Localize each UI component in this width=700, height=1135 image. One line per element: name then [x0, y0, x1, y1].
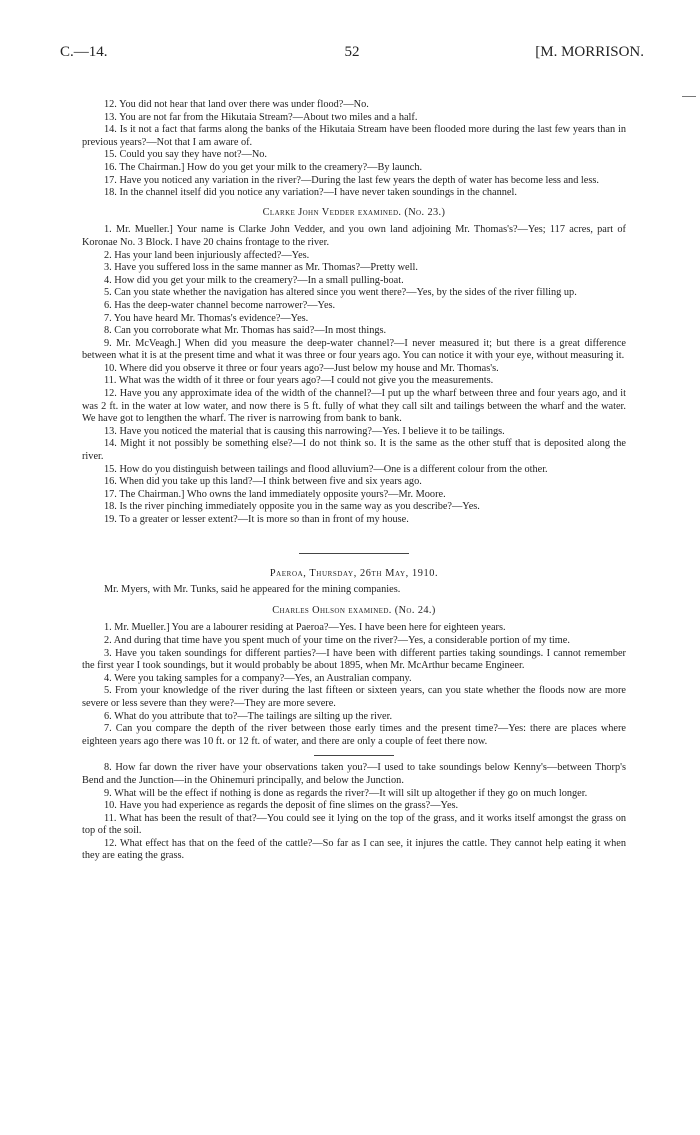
question-answer: 6. What do you attribute that to?—The tailings are silting up the river.	[104, 710, 393, 722]
document-body	[82, 99, 626, 863]
page-header	[60, 44, 644, 66]
question-answer: 10. Have you had experience as regards the deposit of fine slimes on the grass?—Yes.	[104, 800, 459, 812]
question-answer: 4. How did you get your milk to the creamery?—In a small pulling-boat.	[104, 274, 404, 286]
question-answer: 12. Have you any approximate idea of the width of the channel?—I put up the wharf between three and four years ago, and it was 2 ft. in the water at low water, and now there is 5 ft. fully of what they call silt and tailings between the wharf and the water. We have got to lengthen the wharf. The river is narrowing from bank to bank.	[82, 388, 626, 425]
question-answer: 17. Have you noticed any variation in the river?—During the last few years the depth of water has become less and less.	[104, 174, 599, 186]
testimony-vedder	[82, 224, 626, 526]
question-answer: 19. To a greater or lesser extent?—It is more so than in front of my house.	[104, 514, 409, 525]
question-answer: 1. Mr. Mueller.] Your name is Clarke John Vedder, and you own land adjoining Mr. Thomas's?—Yes; 117 acres, part of Koronae No. 3 Block. I have 20 chains frontage to the river.	[82, 224, 626, 248]
question-answer: 17. The Chairman.] Who owns the land immediately opposite yours?—Mr. Moore.	[104, 488, 446, 500]
section-divider	[299, 553, 409, 554]
question-answer: 15. Could you say they have not?—No.	[104, 149, 268, 161]
question-answer: 16. When did you take up this land?—I think between five and six years ago.	[104, 476, 422, 488]
question-answer: 14. Is it not a fact that farms along the banks of the Hikutaia Stream have been flooded more during the last few years than in previous years?—Not that I am aware of.	[82, 124, 626, 148]
question-answer: 2. Has your land been injuriously affected?—Yes.	[104, 249, 310, 261]
question-answer: 12. You did not hear that land over there was under flood?—No.	[104, 99, 369, 110]
testimony-continued	[82, 99, 626, 200]
question-answer: 13. Have you noticed the material that is causing this narrowing?—Yes. I believe it to be tailings.	[104, 425, 505, 437]
witness-heading: Charles Ohlson examined. (No. 24.)	[272, 604, 436, 616]
question-answer: 18. Is the river pinching immediately opposite you in the same way as you describe?—Yes.	[104, 501, 480, 513]
question-answer: 7. Can you compare the depth of the river between those early times and the present time?—Yes: there are places where eighteen years ago there was 10 ft. or 12 ft. of water, and there are only a couple of feet there now.	[82, 723, 626, 747]
question-answer: 18. In the channel itself did you notice any variation?—I have never taken soundings in the channel.	[104, 187, 517, 199]
question-answer: 6. Has the deep-water channel become narrower?—Yes.	[104, 299, 336, 311]
witness-heading: Clarke John Vedder examined. (No. 23.)	[262, 206, 446, 218]
question-answer: 5. Can you state whether the navigation has altered since you went there?—Yes, by the sides of the river filling up.	[104, 287, 577, 299]
question-answer: 13. You are not far from the Hikutaia Stream?—About two miles and a half.	[104, 111, 418, 123]
question-answer: 7. You have heard Mr. Thomas's evidence?—Yes.	[104, 312, 309, 324]
question-answer: 2. And during that time have you spent much of your time on the river?—Yes, a considerable portion of my time.	[104, 634, 570, 646]
question-answer: 9. Mr. McVeagh.] When did you measure the deep-water channel?—I never measured it; but there is a great difference between what it is at the present time and what it was three or four years ago. You can notice it with your eye, without measuring it.	[82, 337, 626, 362]
question-answer: 14. Might it not possibly be something else?—I do not think so. It is the same as the other stuff that is deposited along the river.	[82, 438, 626, 463]
testimony-ohlson	[82, 622, 626, 863]
question-answer: 8. How far down the river have your observations taken you?—I used to take soundings below Kenny's—between Thorp's Bend and the Junction—in the Ohinemuri principally, and below the Junction.	[82, 762, 626, 786]
question-answer: 15. How do you distinguish between tailings and flood alluvium?—One is a different colour from the other.	[104, 463, 548, 475]
question-answer: 9. What will be the effect if nothing is done as regards the river?—It will silt up altogether if they go on much longer.	[104, 787, 588, 799]
question-answer: 10. Where did you observe it three or four years ago?—Just below my house and Mr. Thomas's.	[104, 362, 499, 374]
question-answer: 11. What has been the result of that?—You could see it lying on the top of the grass, and it works itself amongst the grass on top of the soil.	[82, 812, 626, 837]
question-answer: 5. From your knowledge of the river during the last fifteen or sixteen years, can you state whether the floods now are more severe or less severe than they were?—They are more severe.	[82, 685, 626, 709]
sitting-dateline: Paeroa, Thursday, 26th May, 1910.	[269, 567, 439, 579]
header-reference: C.—14.	[60, 44, 108, 60]
question-answer: 11. What was the width of it three or four years ago?—I could not give you the measurements.	[104, 375, 494, 387]
question-answer: 4. Were you taking samples for a company?—Yes, an Australian company.	[104, 672, 412, 684]
question-answer: 12. What effect has that on the feed of the cattle?—So far as I can see, it injures the cattle. They cannot help eating it when they are eating the grass.	[82, 837, 626, 862]
question-answer: 8. Can you corroborate what Mr. Thomas has said?—In most things.	[104, 325, 387, 337]
header-witness: [M. MORRISON.	[535, 44, 644, 60]
question-answer: 1. Mr. Mueller.] You are a labourer residing at Paeroa?—Yes. I have been here for eighteen years.	[104, 622, 506, 634]
question-answer: 16. The Chairman.] How do you get your milk to the creamery?—By launch.	[104, 161, 423, 173]
margin-mark	[682, 96, 696, 97]
question-answer: 3. Have you suffered loss in the same manner as Mr. Thomas?—Pretty well.	[104, 262, 418, 274]
inline-divider	[314, 755, 394, 756]
counsel-appearance: Mr. Myers, with Mr. Tunks, said he appeared for the mining companies.	[104, 584, 401, 596]
page-number: 52	[344, 44, 360, 60]
question-answer: 3. Have you taken soundings for different parties?—I have been with different parties taking soundings. I cannot remember the first year I took soundings, but it would probably be about 1895, when Mr. McArthur became Engineer.	[82, 647, 626, 672]
